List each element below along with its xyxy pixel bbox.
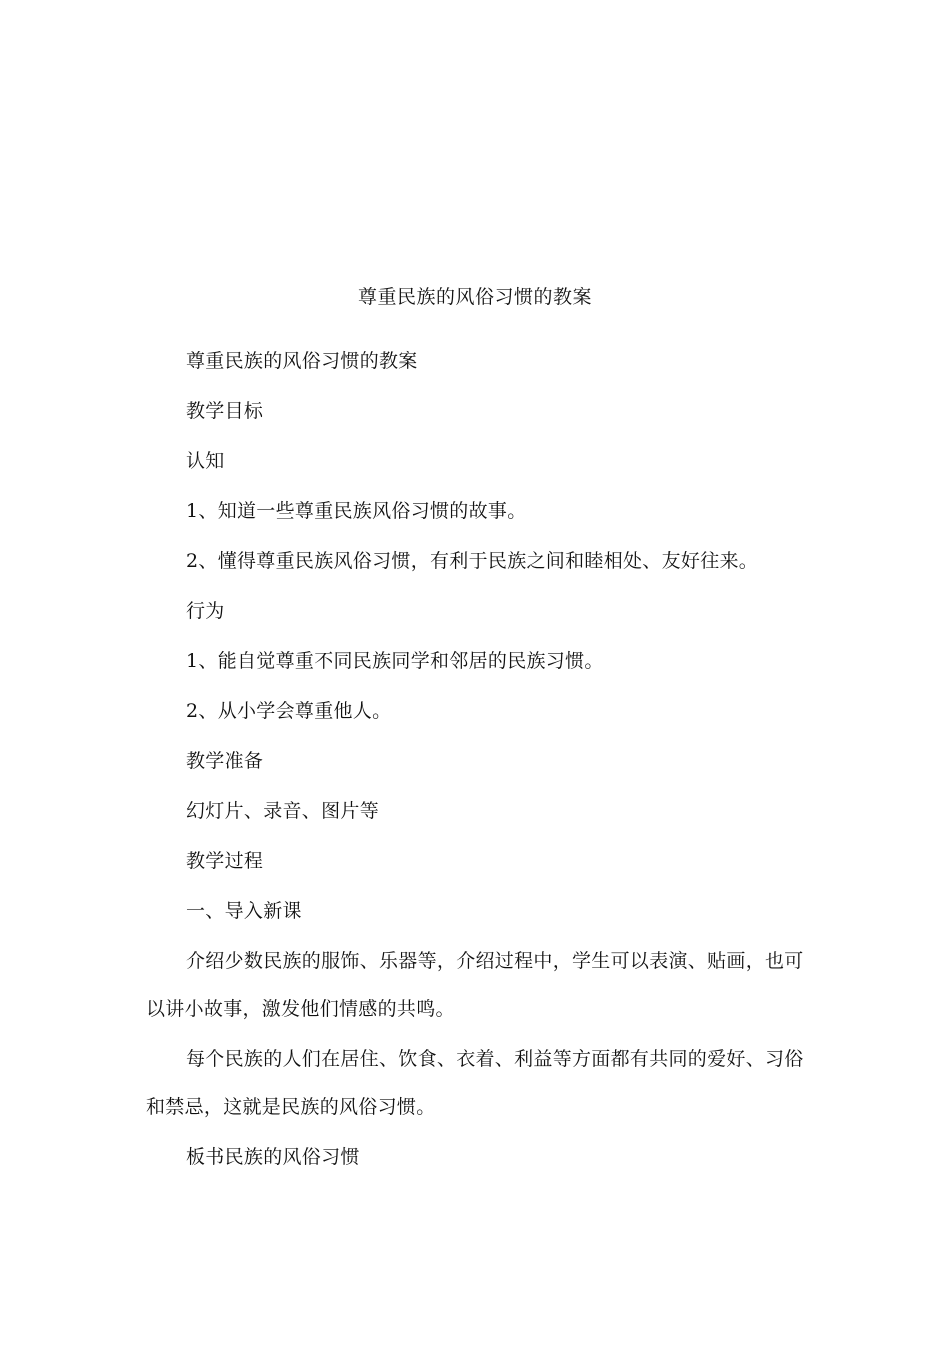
preparation-materials: 幻灯片、录音、图片等: [186, 800, 380, 822]
document-body: [146, 348, 806, 1194]
board-note: 板书民族的风俗习惯: [186, 1146, 360, 1168]
list-item: 1、知道一些尊重民族风俗习惯的故事。: [186, 500, 527, 522]
subheading-cognition: 认知: [186, 450, 225, 472]
list-item: 2、从小学会尊重他人。: [186, 700, 392, 722]
body-paragraph: 每个民族的人们在居住、饮食、衣着、利益等方面都有共同的爱好、习俗和禁忌，这就是民族的风俗习惯。: [146, 1048, 804, 1118]
section-heading-teaching-goals: 教学目标: [186, 400, 264, 422]
section-heading-preparation: 教学准备: [186, 750, 264, 772]
document-title: 尊重民族的风俗习惯的教案: [357, 286, 592, 308]
list-item: 1、能自觉尊重不同民族同学和邻居的民族习惯。: [186, 650, 604, 672]
section-heading-process: 教学过程: [186, 850, 264, 872]
paragraph-heading: 尊重民族的风俗习惯的教案: [186, 350, 418, 372]
step-heading-intro: 一、导入新课: [186, 900, 302, 922]
subheading-behavior: 行为: [186, 600, 225, 622]
list-item: 2、懂得尊重民族风俗习惯，有利于民族之间和睦相处、友好往来。: [186, 550, 759, 572]
body-paragraph: 介绍少数民族的服饰、乐器等，介绍过程中，学生可以表演、贴画，也可以讲小故事，激发他们情感的共鸣。: [146, 950, 804, 1020]
